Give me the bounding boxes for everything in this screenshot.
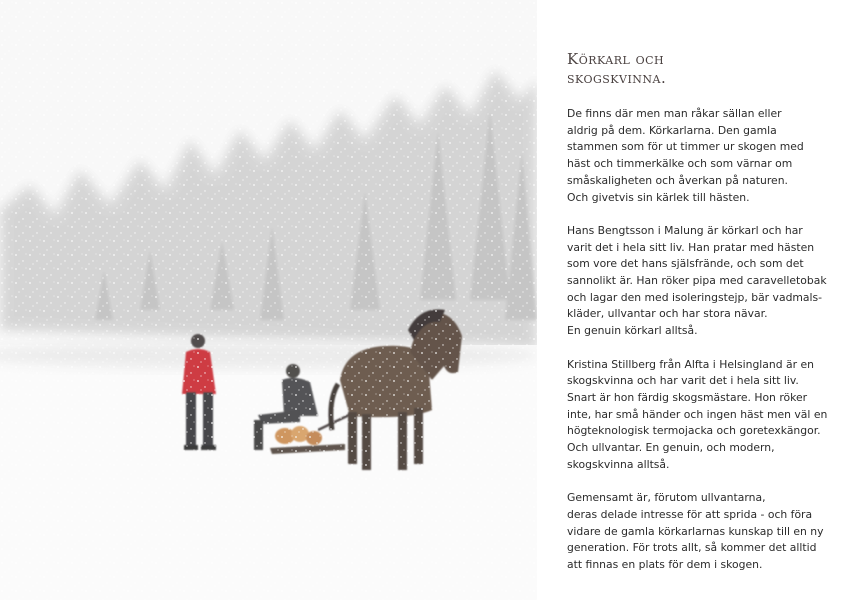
text-line: som vore det hans själsfrände, och som det [567,257,804,271]
text-line: aldrig på dem. Körkarlarna. Den gamla [567,123,777,137]
text-line: Gemensamt är, förutom ullvantarna, [567,491,766,505]
text-line: deras delade intresse för att sprida - och föra [567,507,813,521]
text-line: generation. För trots allt, så kommer det alltid [567,541,817,555]
text-line: Snart är hon färdig skogsmästare. Hon röker [567,390,808,404]
heading-line: Körkarl och [567,50,665,68]
article-page [537,0,850,600]
text-line: De finns där men man råkar sällan eller [567,107,782,120]
article-body [567,106,847,590]
text-line: Och givetvis sin kärlek till hästen. [567,190,750,204]
text-line: småskaligheten och åverkan på naturen. [567,173,788,187]
text-line: En genuin körkarl alltså. [567,324,698,338]
paragraph-common [567,490,847,574]
text-line: skogskvinna alltså. [567,457,670,471]
text-line: högteknologisk termojacka och goretexkängor. [567,424,821,438]
text-line: stammen som för ut timmer ur skogen med [567,140,804,154]
text-line: Hans Bengtsson i Malung är körkarl och har [567,223,803,237]
text-line: inte, har små händer och ingen häst men väl en [567,407,828,421]
text-line: Och ullvantar. En genuin, och modern, [567,441,775,455]
heading-line: skogskvinna. [567,69,667,87]
text-line: att finnas en plats för dem i skogen. [567,557,763,571]
paragraph-intro [567,106,847,206]
text-line: vidare de gamla körkarlarnas kunskap till en ny [567,524,824,538]
text-line: Kristina Stillberg från Alfta i Helsingland är en [567,357,815,371]
text-line: kläder, ullvantar och har stora nävar. [567,307,768,321]
text-line: häst och timmerkälke och som värnar om [567,157,793,171]
paragraph-hans [567,223,847,340]
article-heading [567,50,666,88]
text-line: sannolikt är. Han röker pipa med caravelletobak [567,274,827,288]
text-line: varit det i hela sitt liv. Han pratar med hästen [567,240,815,254]
paragraph-kristina [567,357,847,474]
text-line: och lagar den med isoleringstejp, bär vadmals- [567,290,823,304]
text-line: skogskvinna och har varit det i hela sitt liv. [567,374,799,388]
